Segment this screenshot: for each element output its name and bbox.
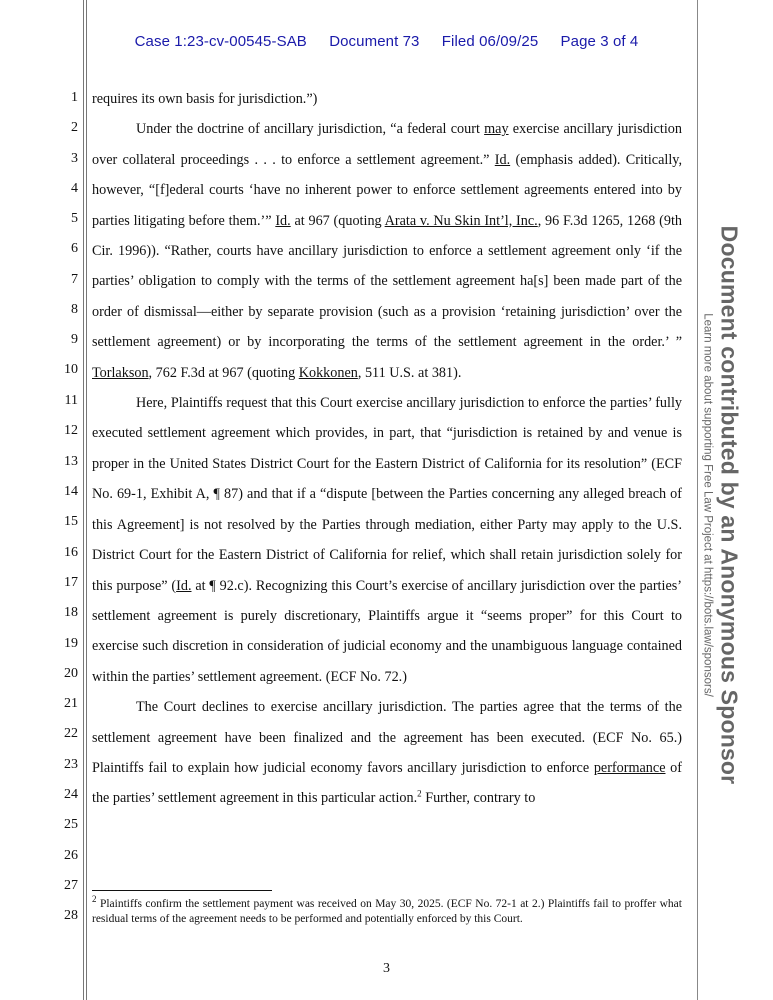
line-number: 21 (64, 696, 78, 711)
text-span: at ¶ 92.c). Recognizing this Court’s exercise of ancillary jurisdiction over the parties’ settlement agreement is purely discretionary, Plaintiffs argue it “seems proper” for this Court to exercise such discretion in consideration of judicial economy and the unambiguous language contained within the parties’ settlement agreement. (ECF No. 72.) (92, 577, 682, 685)
citation-kokkonen: Kokkonen (298, 364, 358, 381)
line-number: 23 (64, 757, 78, 772)
sponsor-subtitle[interactable]: Learn more about supporting Free Law Project at https://bots.law/sponsors/ (701, 313, 714, 697)
paragraph-2 (92, 114, 682, 388)
citation-id: Id. (494, 151, 511, 168)
text-span: Here, Plaintiffs request that this Court exercise ancillary jurisdiction to enforce the parties’ fully executed settlement agreement which provides, in part, that “jurisdiction is retained by and venue is proper in the United States District Court for the Eastern District of California for its resolution” (ECF No. 69-1, Exhibit A, ¶ 87) and that if a “dispute [between the Parties concerning any alleged breach of this Agreement] is not resolved by the Parties through mediation, either Party may apply to the U.S. District Court for the Eastern District of California for relief, which shall retain jurisdiction solely for this purpose” ( (92, 395, 682, 594)
footnote-divider (92, 890, 272, 891)
line-number: 5 (71, 211, 78, 226)
text-span: at 967 (quoting (290, 212, 385, 229)
footnote-ref: 2 (417, 788, 422, 799)
paragraph-3 (92, 388, 682, 692)
line-number: 3 (71, 151, 78, 166)
line-number: 12 (64, 423, 78, 438)
text-span: , 762 F.3d at 967 (quoting (148, 364, 299, 381)
line-number: 14 (64, 484, 78, 499)
citation-torlakson: Torlakson (92, 364, 149, 381)
case-number: Case 1:23-cv-00545-SAB (134, 33, 307, 50)
text-span: (emphasis added). Critically, however, “[f]ederal courts ‘have no inherent power to enforce settlement agreements entered into by parties litigating before them.’” (92, 151, 682, 229)
text-span: The Court declines to exercise ancillary jurisdiction. The parties agree that the terms of the settlement agreement have been finalized and the agreement has been executed. (ECF No. 65.) Plaintiffs fail to explain how judicial economy favors ancillary jurisdiction to enforce (92, 699, 682, 776)
line-number: 1 (71, 90, 78, 105)
paragraph-4 (92, 692, 682, 814)
line-number: 27 (64, 878, 78, 893)
page-indicator: Page 3 of 4 (560, 33, 639, 50)
line-number: 22 (64, 726, 78, 741)
line-number: 8 (71, 302, 78, 317)
sponsor-title: Document contributed by an Anonymous Sponsor (716, 225, 743, 785)
page-number: 3 (383, 961, 390, 976)
line-number: 11 (64, 393, 78, 408)
text-span: , 511 U.S. at 381). (357, 364, 462, 381)
line-number: 16 (64, 545, 78, 560)
line-number: 28 (64, 908, 78, 923)
line-number: 6 (71, 241, 78, 256)
text-span: exercise ancillary jurisdiction over collateral proceedings . . . to enforce a settlement agreement.” (92, 121, 682, 168)
line-number: 19 (64, 636, 78, 651)
case-header (0, 33, 773, 50)
citation-id: Id. (275, 212, 291, 229)
line-number: 20 (64, 666, 78, 681)
footnote-mark: 2 (92, 894, 97, 905)
line-number: 10 (64, 362, 78, 377)
filed-date: Filed 06/09/25 (441, 33, 539, 50)
citation-arata: Arata v. Nu Skin Int’l, Inc. (384, 212, 538, 229)
line-number: 26 (64, 848, 78, 863)
line-number: 25 (64, 817, 78, 832)
footnote (92, 894, 682, 927)
line-number: 18 (64, 605, 78, 620)
text-span: Under the doctrine of ancillary jurisdiction, “a federal court (136, 121, 485, 138)
line-number: 9 (71, 332, 78, 347)
page-body (92, 84, 682, 814)
left-margin-rule (83, 0, 84, 1000)
document-number: Document 73 (329, 33, 420, 50)
line-number: 2 (71, 120, 78, 135)
paragraph-1: requires its own basis for jurisdiction.”) (92, 91, 318, 107)
footnote-text: Plaintiffs confirm the settlement payment was received on May 30, 2025. (ECF No. 72-1 at 2.) Plaintiffs fail to proffer what residual terms of the agreement needs to be performed and potentially enforced by this Court. (92, 898, 682, 925)
text-span: Further, contrary to (421, 790, 536, 807)
line-number: 13 (64, 454, 78, 469)
line-number: 15 (64, 514, 78, 529)
line-number: 7 (71, 272, 78, 287)
text-span: , 96 F.3d 1265, 1268 (9th Cir. 1996)). “Rather, courts have ancillary jurisdiction to enforce a settlement agreement only ‘if the parties’ obligation to comply with the terms of the settlement agreement ha[s] been made part of the order of dismissal—either by separate provision (such as a provision ‘retaining jurisdiction’ over the settlement agreement) or by incorporating the terms of the settlement agreement in the order.’ ” (92, 212, 682, 351)
line-number: 17 (64, 575, 78, 590)
emphasis-performance: performance (593, 759, 666, 776)
left-margin-rule-inner (86, 0, 87, 1000)
right-margin-rule (697, 0, 698, 1000)
citation-id: Id. (176, 577, 192, 594)
line-number: 4 (71, 181, 78, 196)
emphasis-may: may (484, 121, 509, 138)
sponsor-sidebar-text (702, 226, 743, 785)
line-number: 24 (64, 787, 78, 802)
text-span: of the parties’ settlement agreement in this particular action. (92, 759, 682, 807)
